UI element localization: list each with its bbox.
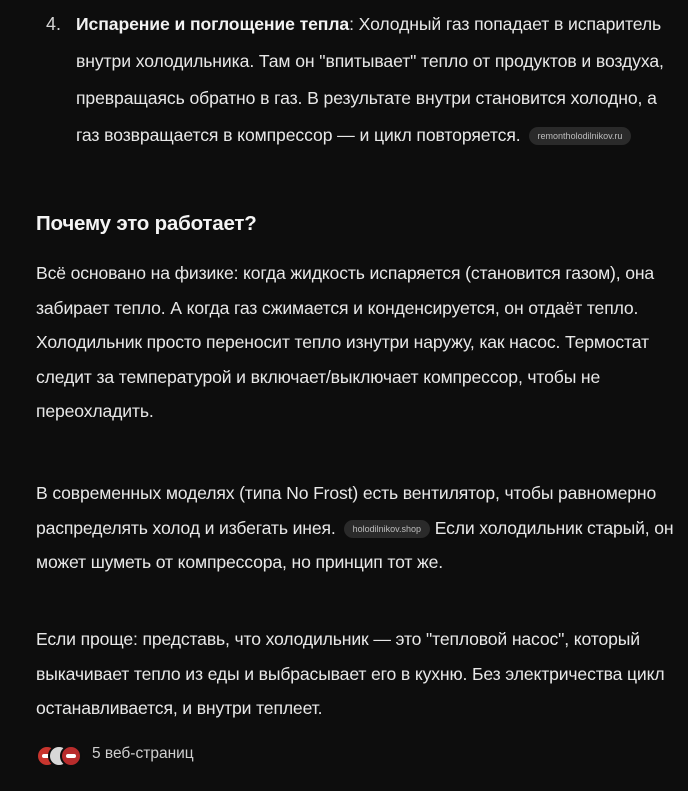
list-item-body: : Холодный газ попадает в испаритель внутри холодильника. Там он "впитывает" тепло от продуктов и воздуха, превращаясь обратно в газ. В результате внутри становится холодно, а газ возвращается в компрессор — и цикл повторяется. [76,14,664,145]
paragraph-physics: Всё основано на физике: когда жидкость испаряется (становится газом), она забирает тепло. А когда газ сжимается и конденсируется, он отдаёт тепло. Холодильник просто переносит тепло изнутри наружу, как насос. Термостат следит за температурой и включает/выключает компрессор, чтобы не переохладить. [36,263,655,422]
list-number: 4. [46,14,62,34]
section-heading: Почему это работает? [36,212,257,235]
source-chip-remontholodilnikov[interactable]: remontholodilnikov.ru [529,127,632,145]
sources-button[interactable] [36,743,194,765]
list-item-text [76,6,666,154]
source-favicons [36,743,82,765]
sources-label: 5 веб-страниц [92,745,194,762]
paragraph-modern-models-text: В современных моделях (типа No Frost) есть вентилятор, чтобы равномерно распределять холод и избегать инея. [36,483,657,538]
paragraph-modern-models [36,476,676,580]
list-item-title: Испарение и поглощение тепла [76,14,350,34]
favicon-icon [60,745,82,767]
paragraph-old-fridge-text: Если холодильник старый, он может шуметь от компрессора, но принцип тот же. [36,517,674,573]
list-item-4 [36,6,666,154]
paragraph-summary: Если проще: представь, что холодильник — это "тепловой насос", который выкачивает тепло из еды и выбрасывает его в кухню. Без электричества цикл останавливается, и внутри теплеет. [36,629,665,719]
source-chip-holodilnikov[interactable]: holodilnikov.shop [344,520,430,538]
